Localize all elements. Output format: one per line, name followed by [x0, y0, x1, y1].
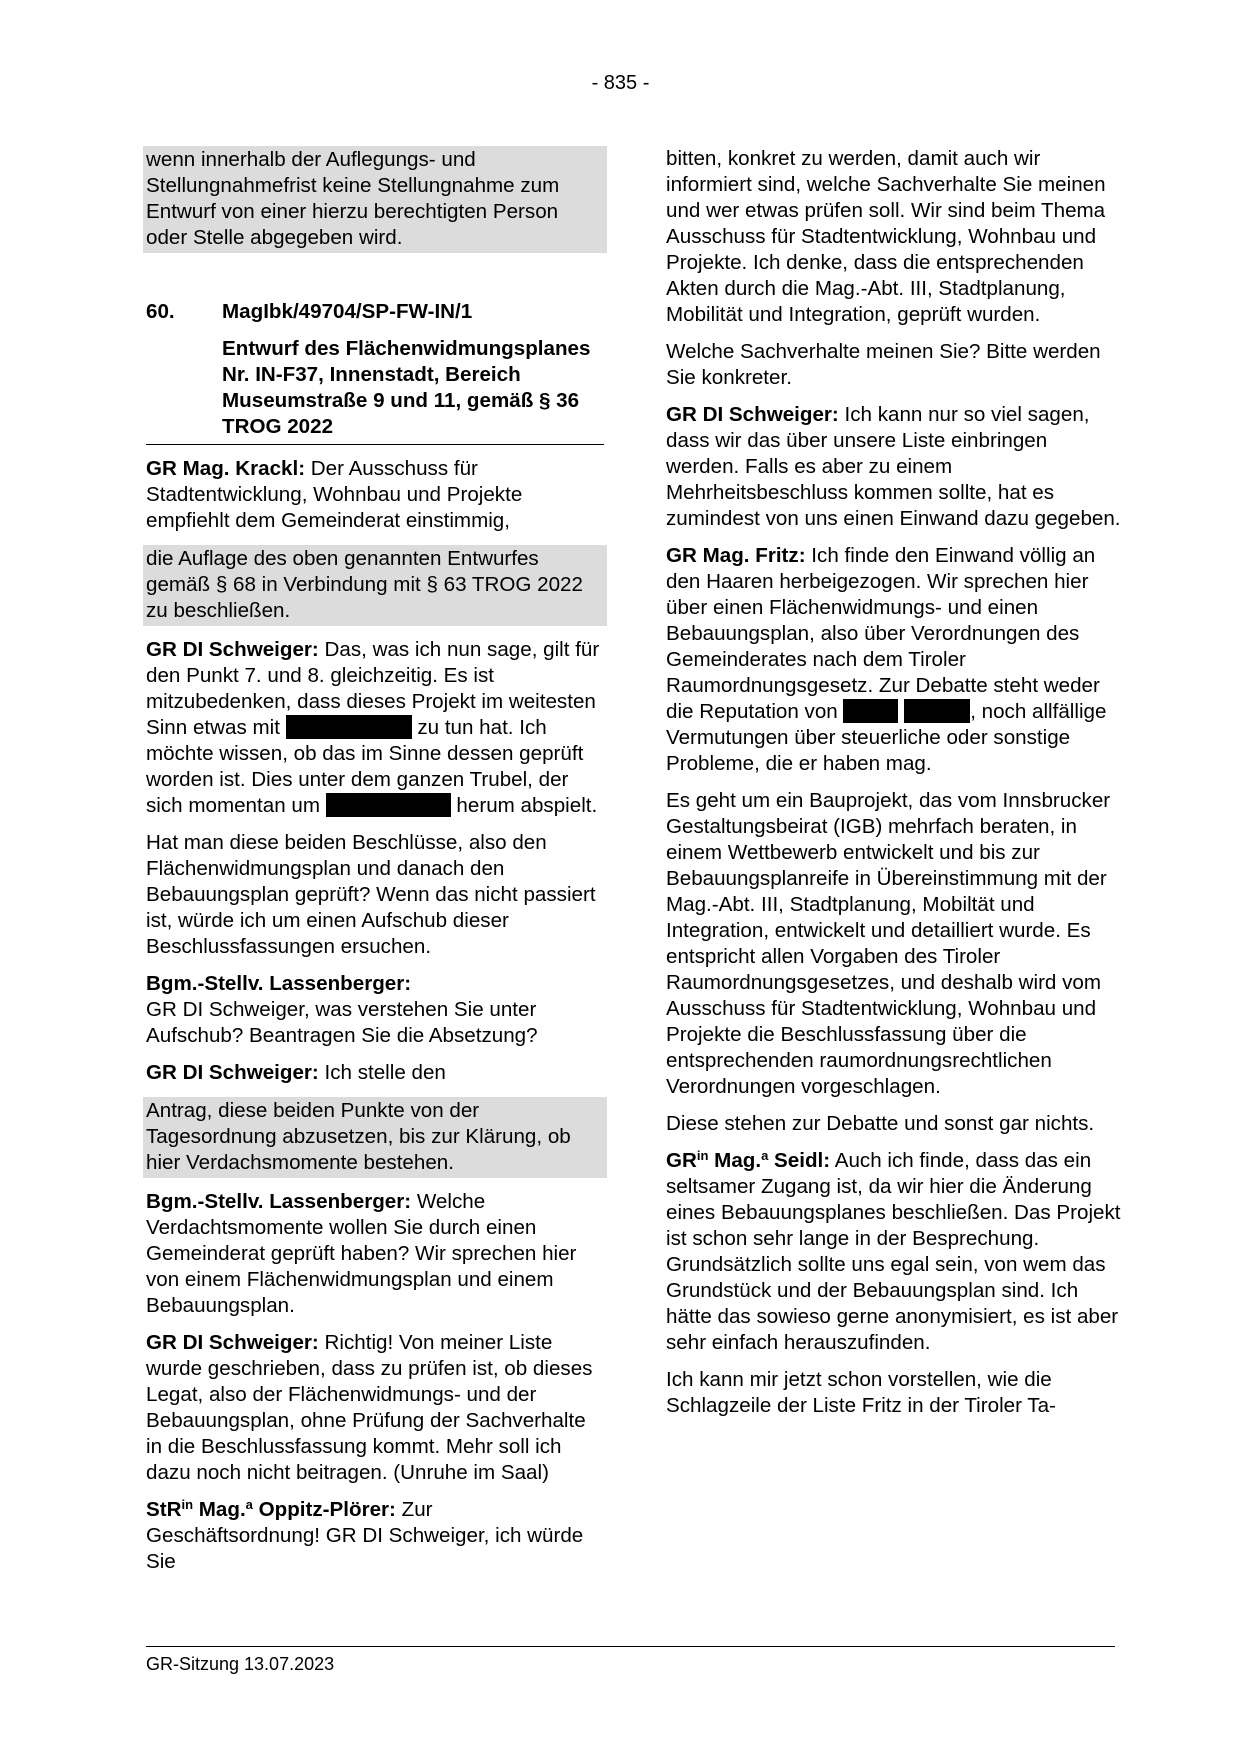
speech-text: Zur Geschäftsordnung! GR DI Schweiger, ich würde Sie	[146, 1498, 584, 1573]
footer-session-date: GR-Sitzung 13.07.2023	[146, 1654, 335, 1674]
speech-paragraph	[146, 456, 604, 534]
speech-text: GR DI Schweiger, was verstehen Sie unter Aufschub? Beantragen Sie die Absetzung?	[146, 998, 538, 1047]
speech-paragraph: Es geht um ein Bauprojekt, das vom Innsbrucker Gestaltungsbeirat (IGB) mehrfach beraten, in einem Wettbewerb entwickelt und bis zur Bebauungsplanreife in Übereinstimmung mit der Mag.-Abt. III, Stadtplanung, Mobiltät und Integration, entwickelt und detailliert wurde. Es entspricht allen Vorgaben des Tiroler Raumordnungsgesetzes, und deshalb wird vom Ausschuss für Stadtentwicklung, Wohnbau und Projekte die Beschlussfassung über die entsprechenden raumordnungsrechtlichen Verordnungen vorgeschlagen.	[666, 789, 1111, 1098]
agenda-item	[146, 299, 604, 444]
speech-paragraph	[666, 1148, 1124, 1356]
speech-text: Das, was ich nun sage, gilt für den Punkt 7. und 8. gleichzeitig. Es ist mitzubedenken, dass dieses Projekt im weitesten Sinn etwas mit	[146, 638, 600, 739]
redaction-box	[843, 699, 898, 723]
motion-text: Antrag, diese beiden Punkte von der Tagesordnung abzusetzen, bis zur Klärung, ob hier Verdachsmomente bestehen.	[143, 1097, 607, 1178]
motion-text: wenn innerhalb der Auflegungs- und Stellungnahmefrist keine Stellungnahme zum Entwurf von einer hierzu berechtigten Person oder Stelle abgegeben wird.	[143, 146, 607, 253]
speech-paragraph: Hat man diese beiden Beschlüsse, also den Flächenwidmungsplan und danach den Bebauungsplan geprüft? Wenn das nicht passiert ist, würde ich um einen Aufschub dieser Beschlussfassungen ersuchen.	[146, 831, 596, 958]
page-number: - 835 -	[591, 72, 650, 94]
speech-paragraph	[666, 402, 1124, 532]
right-column	[666, 146, 1124, 1430]
speaker-name: GR Mag. Fritz:	[666, 544, 806, 567]
speech-paragraph: Welche Sachverhalte meinen Sie? Bitte werden Sie konkreter.	[666, 340, 1101, 389]
speech-paragraph: Ich kann mir jetzt schon vorstellen, wie die Schlagzeile der Liste Fritz in der Tiroler Ta-	[666, 1368, 1056, 1417]
speech-text: zu tun hat. Ich möchte wissen, ob das im Sinne dessen geprüft worden ist. Dies unter dem ganzen Trubel, der sich momentan um	[146, 716, 584, 817]
speaker-name: Bgm.-Stellv. Lassenberger:	[146, 972, 412, 995]
speech-paragraph	[146, 637, 604, 819]
speech-text: Auch ich finde, dass das ein seltsamer Zugang ist, da wir hier die Änderung eines Bebauungsplanes beschließen. Das Projekt ist schon sehr lange in der Besprechung. Grundsätzlich sollte uns egal sein, von wem das Grundstück und der Bebauungsplan sind. Ich hätte das sowieso gerne anonymisiert, es ist aber sehr einfach herauszufinden.	[666, 1149, 1121, 1354]
speech-paragraph	[146, 1189, 604, 1319]
speaker-name: GR DI Schweiger:	[146, 638, 319, 661]
speaker-name: GR DI Schweiger:	[666, 403, 839, 426]
speech-text: Ich kann nur so viel sagen, dass wir das über unsere Liste einbringen werden. Falls es aber zu einem Mehrheitsbeschluss kommen sollte, hat es zumindest von uns einen Einwand dazu gegeben.	[666, 403, 1121, 530]
speaker-name: GR Mag. Krackl:	[146, 457, 306, 480]
agenda-title: Entwurf des Flächenwidmungsplanes Nr. IN-F37, Innenstadt, Bereich Museumstraße 9 und 11, gemäß § 36 TROG 2022	[222, 337, 591, 438]
speaker-name: Bgm.-Stellv. Lassenberger:	[146, 1190, 412, 1213]
left-column	[146, 146, 604, 1586]
speech-paragraph	[666, 543, 1124, 777]
footer-divider	[146, 1646, 1115, 1647]
speech-text: Ich stelle den	[318, 1061, 446, 1084]
speech-text: Ich finde den Einwand völlig an den Haaren herbeigezogen. Wir sprechen hier über einen Flächenwidmungs- und einen Bebauungsplan, also über Verordnungen des Gemeinderates nach dem Tiroler Raumordnungsgesetz. Zur Debatte steht weder die Reputation von	[666, 544, 1100, 723]
redaction-box	[326, 793, 451, 817]
speech-paragraph	[146, 1497, 604, 1575]
speaker-name: $GR^{in}$ Mag.$^a$ Seidl:	[666, 1148, 831, 1172]
agenda-code: MagIbk/49704/SP-FW-IN/1	[222, 300, 473, 323]
redaction-box	[286, 715, 412, 739]
speech-paragraph: bitten, konkret zu werden, damit auch wir informiert sind, welche Sachverhalte Sie meinen und wer etwas prüfen soll. Wir sind beim Thema Ausschuss für Stadtentwicklung, Wohnbau und Projekte. Ich denke, dass die entsprechenden Akten durch die Mag.-Abt. III, Stadtplanung, Mobilität und Integration, geprüft wurden.	[666, 147, 1106, 326]
speaker-name: StR$^{in}$ Mag.$^a$ Oppitz-Plörer:	[146, 1497, 396, 1521]
speech-paragraph	[146, 971, 604, 1049]
speech-text: , noch allfällige Vermutungen über steuerliche oder sonstige Probleme, die er haben mag.	[666, 700, 1107, 775]
speaker-name: GR DI Schweiger:	[146, 1061, 319, 1084]
speech-paragraph	[146, 1060, 604, 1086]
speech-text: Der Ausschuss für Stadtentwicklung, Wohnbau und Projekte empfiehlt dem Gemeinderat einstimmig,	[146, 457, 523, 532]
agenda-number: 60.	[146, 300, 175, 323]
motion-text: die Auflage des oben genannten Entwurfes gemäß § 68 in Verbindung mit § 63 TROG 2022 zu beschließen.	[143, 545, 607, 626]
speech-text: Richtig! Von meiner Liste wurde geschrieben, dass zu prüfen ist, ob dieses Legat, also der Flächenwidmungs- und der Bebauungsplan, ohne Prüfung der Sachverhalte in die Beschlussfassung kommt. Mehr soll ich dazu noch nicht beitragen. (Unruhe im Saal)	[146, 1331, 593, 1484]
speech-text: herum abspielt.	[450, 794, 598, 817]
agenda-divider	[146, 444, 604, 445]
speech-paragraph: Diese stehen zur Debatte und sonst gar nichts.	[666, 1112, 1095, 1135]
speaker-name: GR DI Schweiger:	[146, 1331, 319, 1354]
redaction-box	[904, 699, 970, 723]
speech-text: Welche Verdachtsmomente wollen Sie durch einen Gemeinderat geprüft haben? Wir sprechen hier von einem Flächenwidmungsplan und einem Bebauungsplan.	[146, 1190, 577, 1317]
speech-paragraph	[146, 1330, 604, 1486]
